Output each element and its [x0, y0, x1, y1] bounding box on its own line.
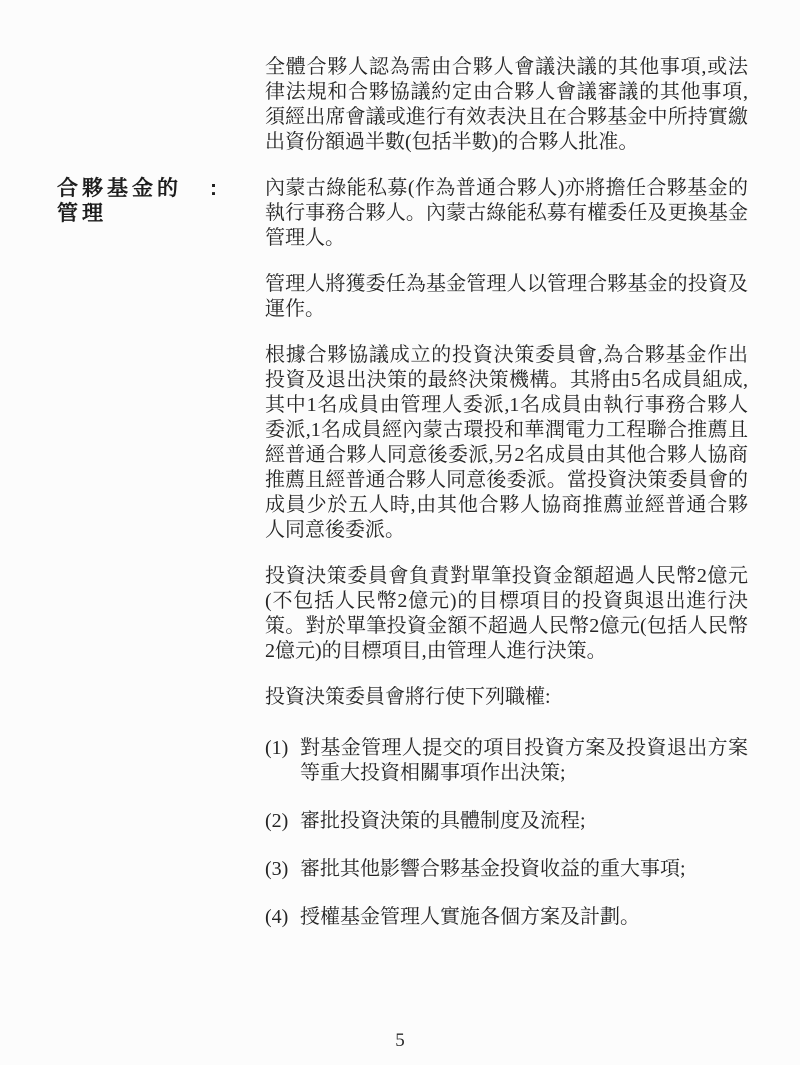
section-paragraph-5: 投資決策委員會將行使下列職權:	[265, 686, 551, 708]
list-item-marker: (4)	[265, 906, 289, 928]
list-item	[265, 905, 748, 930]
continuation-paragraph: 全體合夥人認為需由合夥人會議決議的其他事項,或法律法規和合夥協議約定由合夥人會議審議的其他事項,須經出席會議或進行有效表決且在合夥基金中所持實繳出資份額過半數(包括半數)的合夥人批准。	[265, 56, 748, 153]
list-item	[265, 857, 748, 882]
list-item-text: 授權基金管理人實施各個方案及計劃。	[300, 906, 640, 928]
section-colon: :	[210, 177, 217, 200]
list-item-text: 審批其他影響合夥基金投資收益的重大事項;	[300, 858, 686, 880]
section-label: 合夥基金的管理	[57, 177, 182, 225]
list-item	[265, 809, 748, 834]
list-item	[265, 736, 748, 786]
list-item-text: 對基金管理人提交的項目投資方案及投資退出方案等重大投資相關事項作出決策;	[300, 737, 748, 784]
authority-list	[265, 736, 748, 930]
list-item-marker: (1)	[265, 737, 289, 759]
section-paragraph-4: 投資決策委員會負責對單筆投資金額超過人民幣2億元(不包括人民幣2億元)的目標項目的投資與退出進行決策。對於單筆投資金額不超過人民幣2億元(包括人民幣2億元)的目標項目,由管理人進行決策。	[265, 565, 748, 662]
list-item-marker: (2)	[265, 810, 289, 832]
page-footer	[0, 1030, 800, 1052]
section-body	[265, 176, 748, 930]
section-paragraph-2: 管理人將獲委任為基金管理人以管理合夥基金的投資及運作。	[265, 273, 748, 320]
section-paragraph-1: 內蒙古綠能私募(作為普通合夥人)亦將擔任合夥基金的執行事務合夥人。內蒙古綠能私募有權委任及更換基金管理人。	[265, 177, 748, 249]
section-label-cell	[57, 176, 208, 226]
list-item-text: 審批投資決策的具體制度及流程;	[300, 810, 586, 832]
page-content	[57, 55, 748, 930]
section-paragraph-3: 根據合夥協議成立的投資決策委員會,為合夥基金作出投資及退出決策的最終決策機構。其將由5名成員組成,其中1名成員由管理人委派,1名成員由執行事務合夥人委派,1名成員經內蒙古環投和華潤電力工程聯合推薦且經普通合夥人同意後委派,另2名成員由其他合夥人協商推薦且經普通合夥人同意後委派。當投資決策委員會的成員少於五人時,由其他合夥人協商推薦並經普通合夥人同意後委派。	[265, 344, 748, 541]
list-item-marker: (3)	[265, 858, 289, 880]
page-number: 5	[395, 1030, 405, 1051]
section-row	[57, 176, 748, 930]
